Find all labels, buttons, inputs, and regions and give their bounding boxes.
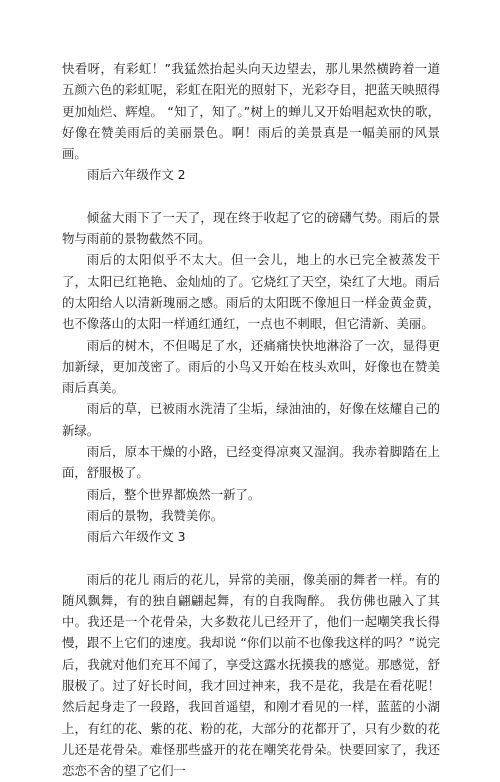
paragraph-intro-2: 倾盆大雨下了一天了，现在终于收起了它的磅礴气势。雨后的景物与雨前的景物截然不同。 (62, 209, 440, 247)
essay-title-2: 雨后六年级作文 2 (87, 167, 186, 183)
paragraph-sun: 雨后的太阳似乎不太大。但一会儿，地上的水已完全被蒸发干了，太阳已红艳艳、金灿灿的了。它烧红了天空，染红了大地。雨后的太阳给人以清新瑰丽之感。雨后的太阳既不像旭日一样金黄金黄，也不像落山的太阳一样通红通红，一点也不刺眼，但它清新、美丽。 (62, 252, 440, 332)
paragraph-flowers: 雨后的花儿 雨后的花儿，异常的美丽，像美丽的舞者一样。有的随风飘舞，有的独自翩翩起舞，有的自我陶醉。 我仿佛也融入了其中。我还是一个花骨朵，大多数花儿已经开了，他们一起嘲笑我长得慢，跟不上它们的速度。我却说 “你们以前不也像我这样的吗？”说完后，我就对他们充耳不闻了，享受这露水抚摸我的感觉。那感觉，舒服极了。过了好长时间，我才回过神来，我不是花，我是在看花呢！然后起身走了一段路，我回首遥望，和刚才看见的一样，蓝蓝的小湖上，有红的花、紫的花、粉的花，大部分的花都开了，只有少数的花儿还是花骨朵。难怪那些盛开的花在嘲笑花骨朵。快要回家了，我还恋恋不舍的望了它们一 (62, 571, 440, 779)
paragraph-trees: 雨后的树木，不但喝足了水，还痛痛快快地淋浴了一次，显得更加新绿，更加茂密了。雨后的小鸟又开始在枝头欢叫，好像也在赞美雨后真美。 (62, 337, 440, 396)
paragraph-praise: 雨后的景物，我赞美你。 (86, 507, 224, 523)
paragraph-grass: 雨后的草，已被雨水洗清了尘垢，绿油油的，好像在炫耀自己的新绿。 (62, 401, 440, 438)
paragraph-world: 雨后，整个世界都焕然一新了。 (86, 486, 261, 502)
paragraph-rainbow: 快看呀，有彩虹！”我猛然抬起头向天边望去，那儿果然横跨着一道五颜六色的彩虹呢，彩虹在阳光的照射下，光彩夺目，把蓝天映照得更加灿烂、辉煌。 “知了，知了。”树上的蝉儿又开始唱起欢快的歌，好像在赞美雨后的美丽景色。啊！雨后的美景真是一幅美丽的风景画。 (62, 61, 440, 162)
essay-title-3: 雨后六年级作文 3 (87, 529, 186, 545)
document-page (62, 58, 440, 782)
paragraph-road: 雨后，原本干燥的小路，已经变得凉爽又湿润。我赤着脚踏在上面，舒服极了。 (62, 444, 440, 481)
